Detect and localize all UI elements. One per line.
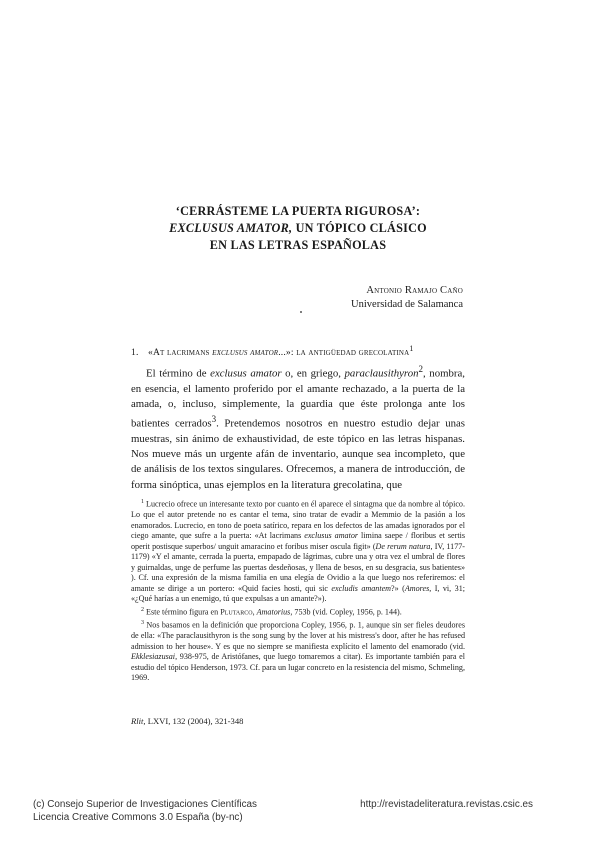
author-name: Antonio Ramajo Caño [366,285,463,296]
footnote-2 [131,605,465,618]
body-span: El término de [146,367,211,380]
footer-license-text: Licencia Creative Commons 3.0 España (by-nc) [33,811,243,823]
footnote-text: limina saepe / floribus et sertis operit postisque superbos/ unguit amaracino et foribus miser oscula figit» ( [131,531,465,551]
article-title [120,203,476,254]
footnote-author: Plutarco [220,607,253,617]
body-italic-term: exclusus amator [210,367,282,380]
body-text [131,362,465,493]
footer-copyright: (c) Consejo Superior de Investigaciones Científicas [33,799,257,810]
body-italic-term: paraclausithyron [344,367,419,380]
footer-license [33,799,333,824]
title-line-3: EN LAS LETRAS ESPAÑOLAS [209,238,387,252]
footnote-text: Este término figura en [144,607,221,617]
journal-reference [131,716,243,726]
body-span: . Pretendemos nosotros en nuestro estudio dejar unas muestras, sin ánimo de exhaustividad, de este tópico en las letras hispanas. Nos mueve más un urgente afán de inventario, aunque sea incompleto, que de análisis de los textos singulares. Ofrecemos, a manera de introducción, de forma sinóptica, unas ejemplos en la literatura grecolatina, que [131,417,465,491]
footnote-italic: De rerum natura [375,541,431,551]
footer-url-link[interactable]: http://revistadeliteratura.revistas.csic.es [360,799,533,810]
section-heading-part1: «At lacrimans [148,347,213,359]
footnote-text: , 938-975, de Aristófanes, que luego tomaremos a citar). Es importante también para el estudio del tópico Henderson, 1973. Cf. para un lugar concreto en la resistencia del mismo, Schmeling, 1969. [131,652,466,683]
footnote-1 [131,497,465,605]
section-number: 1. [131,347,139,359]
title-line-1: ‘CERRÁSTEME LA PUERTA RIGUROSA’: [175,204,421,218]
footnote-ref-1[interactable]: 1 [409,344,414,353]
separator-dot [300,311,302,313]
section-heading-part2: ...»: la antigüedad grecolatina [278,347,410,359]
footnote-ref-2[interactable]: 2 [418,364,423,374]
footnote-text: , IV, 1177-1179) «Y el amante, cerrada la puerta, empapado de lágrimas, cubre una y otra vez el umbral de flores y guirnaldas, unge de perfume las puertas desdeñosas, y llena de besos, en su desgracia, sus batientes» ). Cf. una expresión de la misma familia en una elegía de Ovidio a la que luego nos referiremos: el amante se dirige a un portero: «Quid facies hosti, qui sic [131,541,465,593]
title-line-2-rest: UN TÓPICO CLÁSICO [292,221,427,235]
section-heading [131,344,467,358]
journal-name: Rlit [131,716,144,726]
footnote-italic: Ekklesiazusai [131,652,176,662]
footnote-text: ?» ( [391,583,405,593]
footnote-number: 3 [141,619,144,626]
footnote-number: 1 [141,499,144,505]
section-heading-italic: exclusus amator [212,347,279,359]
footnote-italic: exclusus amator [304,531,359,541]
title-italic: EXCLUSUS AMATOR, [169,221,293,235]
footnote-number: 2 [141,606,144,613]
body-span: o, en griego, [281,367,345,380]
footnote-text: , [252,607,257,617]
author-affiliation: Universidad de Salamanca [351,299,463,310]
footnotes [131,497,465,684]
footnote-italic: Amatorius [256,607,291,617]
footnote-italic: excludis amantem [331,583,392,593]
body-paragraph [131,362,465,493]
footnote-italic: Amores [404,583,430,593]
author-block [351,284,463,312]
footnote-text: , I, vi, 31; «¿Qué harías a un enemigo, tú que expulsas a un amante?»). [131,583,465,604]
footnote-3 [131,618,465,684]
body-span: , nombra, en esencia, el lamento proferido por el amante rechazado, a la puerta de la amada, o, incluso, simplemente, la guardia que éste prolonga ante los batientes cerrados [131,367,465,430]
footnote-text: Lucrecio ofrece un interesante texto por cuanto en él aparece el sintagma que da nombre al tópico. Lo que el autor pretende no es cantar el tema, sino tratar de evadir a Memmio de la pasión a los enamorados. Lucrecio, en tono de poeta satírico, repara en los defectos de las amadas ignorados por el ciego amante, que sufre a la puerta: «At lacrimans [131,499,465,541]
footnote-text: Nos basamos en la definición que proporciona Copley, 1956, p. 1, aunque sin ser fieles deudores de ella: «The paraclausithyron is the song sung by the lover at his mistress's door, after he has refused admission to her house». Y es que no siempre se manifiesta explícito el lamento del enamorado (vid. [131,620,465,651]
footnote-ref-3[interactable]: 3 [211,414,217,425]
journal-details: , LXVI, 132 (2004), 321-348 [143,716,244,726]
footnote-text: , 753b (vid. Copley, 1956, p. 144). [290,607,402,617]
title-line-2 [120,220,476,237]
